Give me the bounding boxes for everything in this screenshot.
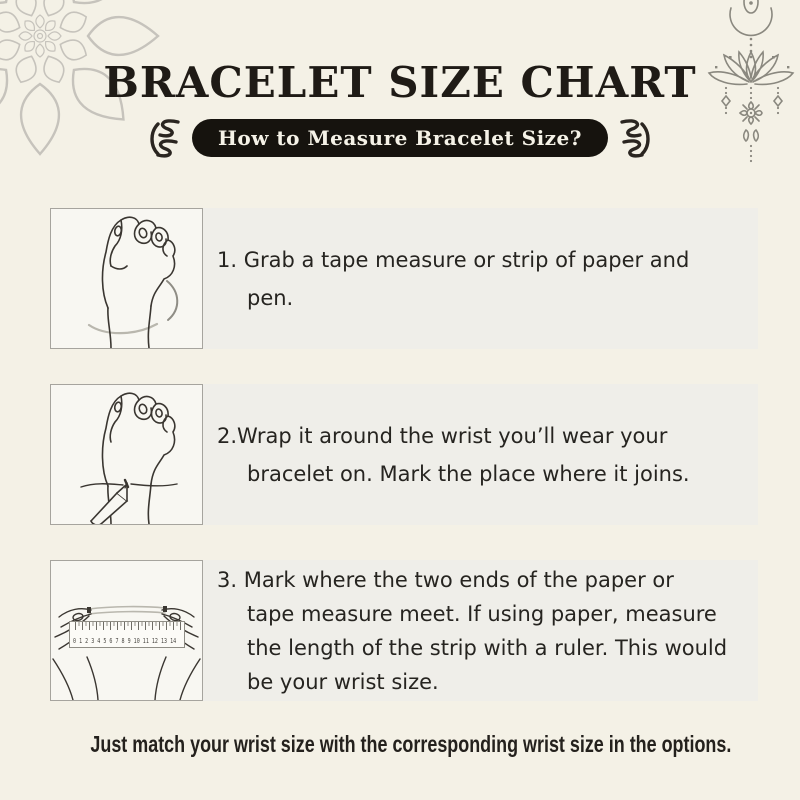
subtitle-badge: How to Measure Bracelet Size? <box>192 119 608 157</box>
step-3-text <box>217 563 758 699</box>
step-2-row <box>50 384 758 525</box>
step-2-illustration <box>50 384 203 525</box>
step-1-row <box>50 208 758 349</box>
step-2-line-2: bracelet on. Mark the place where it joins. <box>247 461 690 486</box>
step-3-line-4: be your wrist size. <box>247 669 439 694</box>
step-1-illustration <box>50 208 203 349</box>
swirl-flourish-right-icon <box>618 116 652 160</box>
step-2-text <box>217 417 758 493</box>
footer-note-text: Just match your wrist size with the corresponding wrist size in the options. <box>90 731 732 757</box>
swirl-flourish-left-icon <box>148 116 182 160</box>
hand-with-pen-icon <box>51 385 202 524</box>
step-3-line-3: the length of the strip with a ruler. This would <box>247 635 728 660</box>
step-1-text <box>217 241 758 317</box>
step-2-line-1: 2.Wrap it around the wrist you’ll wear your <box>217 423 668 448</box>
footer-note <box>0 731 800 758</box>
ruler-major-ticks <box>75 622 181 630</box>
subtitle-badge-row <box>0 116 800 160</box>
step-1-line-2: pen. <box>247 285 294 310</box>
step-3-line-2: tape measure meet. If using paper, measure <box>247 601 717 626</box>
ruler-numbers: 0 1 2 3 4 5 6 7 8 9 10 11 12 13 14 <box>73 637 177 645</box>
step-3-illustration <box>50 560 203 701</box>
step-3-row <box>50 560 758 701</box>
hand-with-tape-icon <box>51 209 202 348</box>
step-3-line-1: 3. Mark where the two ends of the paper or <box>217 567 674 592</box>
page-title: BRACELET SIZE CHART <box>103 58 697 107</box>
step-1-line-1: 1. Grab a tape measure or strip of paper and <box>217 247 690 272</box>
ruler <box>69 621 185 648</box>
